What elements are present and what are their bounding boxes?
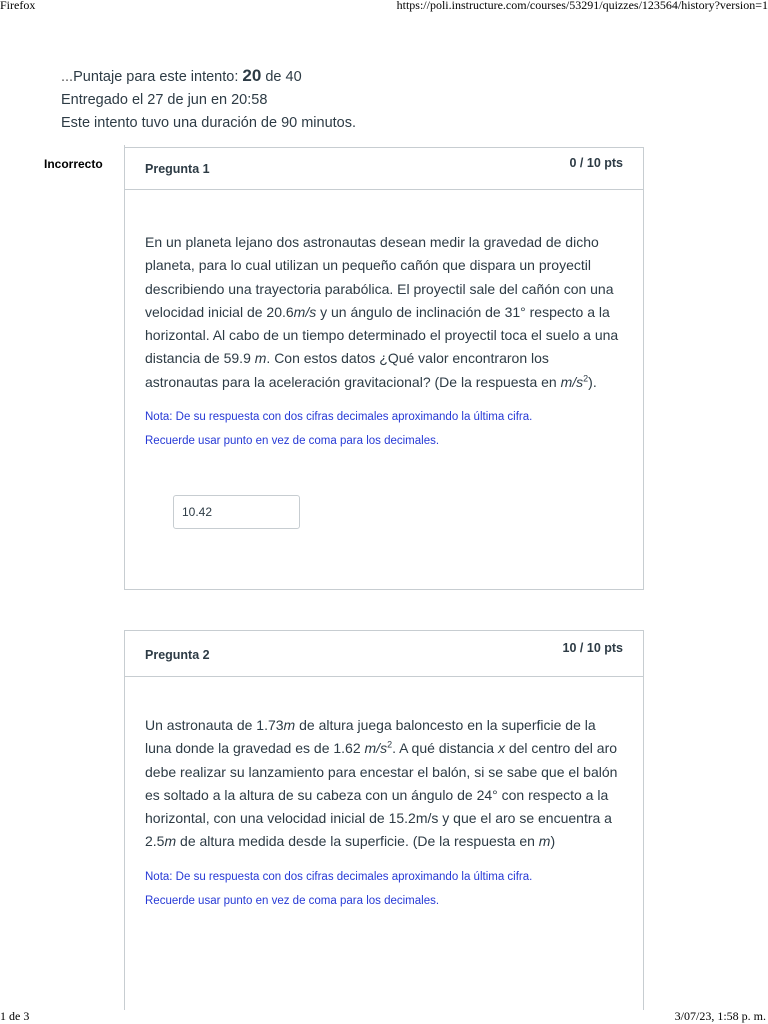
question-1-body [125, 190, 643, 529]
text-segment: ). [588, 373, 597, 390]
text-segment: de altura medida desde la superficie. (De la respuesta en [176, 833, 539, 850]
unit: m/s [364, 740, 388, 757]
unit: m [538, 833, 551, 850]
text-segment: . Con estos datos ¿Qué valor encontraron los astronautas para la aceleración gravitacional? (De la respuesta en [145, 350, 561, 390]
question-2-header [125, 630, 643, 677]
attempt-summary [61, 64, 356, 135]
question-2-title: Pregunta 2 [145, 648, 210, 662]
ellipsis: ... [61, 69, 74, 85]
unit: m [254, 350, 267, 367]
text-segment: de altura juega baloncesto en la superficie de la luna donde la gravedad es de 1.62 [145, 717, 596, 757]
page-url: https://poli.instructure.com/courses/53291/quizzes/123564/history?version=1 [396, 0, 768, 12]
unit: m/s [560, 373, 584, 390]
question-1-note [145, 405, 623, 453]
question-2-points: 10 / 10 pts [562, 641, 623, 655]
question-1 [124, 147, 644, 590]
unit: m/s [293, 303, 317, 320]
page-number: 1 de 3 [0, 1009, 30, 1023]
answer-field[interactable]: 10.42 [173, 495, 300, 529]
score-value: 20 [242, 66, 262, 85]
exponent: 2 [583, 373, 589, 384]
score-of: de 40 [265, 69, 302, 85]
print-datetime: 3/07/23, 1:58 p. m. [674, 1009, 766, 1023]
question-1-status: Incorrecto [44, 157, 103, 171]
score-line [61, 64, 356, 89]
attempt-duration: Este intento tuvo una duración de 90 minutos. [61, 115, 357, 131]
question-2-text [145, 714, 623, 854]
unit: m [164, 833, 177, 850]
unit: m [283, 717, 296, 733]
note-line: Recuerde usar punto en vez de coma para los decimales. [145, 894, 440, 907]
exponent: 2 [387, 739, 393, 750]
text-segment: del centro del aro debe realizar su lanzamiento para encestar el balón, si se sabe que el balón es soltado a la altura de su cabeza con un ángulo de 24° con respecto a la horizontal, con una velocidad inicial de 15.2m/s y que el aro se encuentra a 2.5 [145, 740, 618, 850]
text-segment: Un astronauta de 1.73 [145, 717, 284, 733]
browser-name: Firefox [0, 0, 36, 12]
text-segment: y un ángulo de inclinación de 31° respecto a la horizontal. Al cabo de un tiempo determinado el proyectil toca el suelo a una distancia de 59.9 [145, 303, 619, 367]
variable: x [497, 740, 505, 757]
text-segment: . A qué distancia [392, 740, 498, 757]
text-segment: ) [550, 833, 556, 850]
question-1-text [145, 231, 623, 394]
question-1-points: 0 / 10 pts [569, 156, 623, 170]
question-2-body [125, 677, 643, 913]
note-line: Recuerde usar punto en vez de coma para los decimales. [145, 435, 440, 448]
question-1-header [125, 147, 643, 190]
note-line: Nota: De su respuesta con dos cifras decimales aproximando la última cifra. [145, 411, 533, 424]
submitted-date: Entregado el 27 de jun en 20:58 [61, 92, 268, 108]
score-label: Puntaje para este intento: [73, 69, 239, 85]
question-2 [124, 630, 644, 1010]
text-segment: En un planeta lejano dos astronautas desean medir la gravedad de dicho planeta, para lo cual utilizan un pequeño cañón que dispara un proyectil describiendo una trayectoria parabólica. El proyectil sale del cañón con una velocidad inicial de 20.6 [145, 234, 614, 320]
note-line: Nota: De su respuesta con dos cifras decimales aproximando la última cifra. [145, 870, 533, 883]
question-1-title: Pregunta 1 [145, 162, 210, 176]
question-2-note [145, 865, 623, 913]
